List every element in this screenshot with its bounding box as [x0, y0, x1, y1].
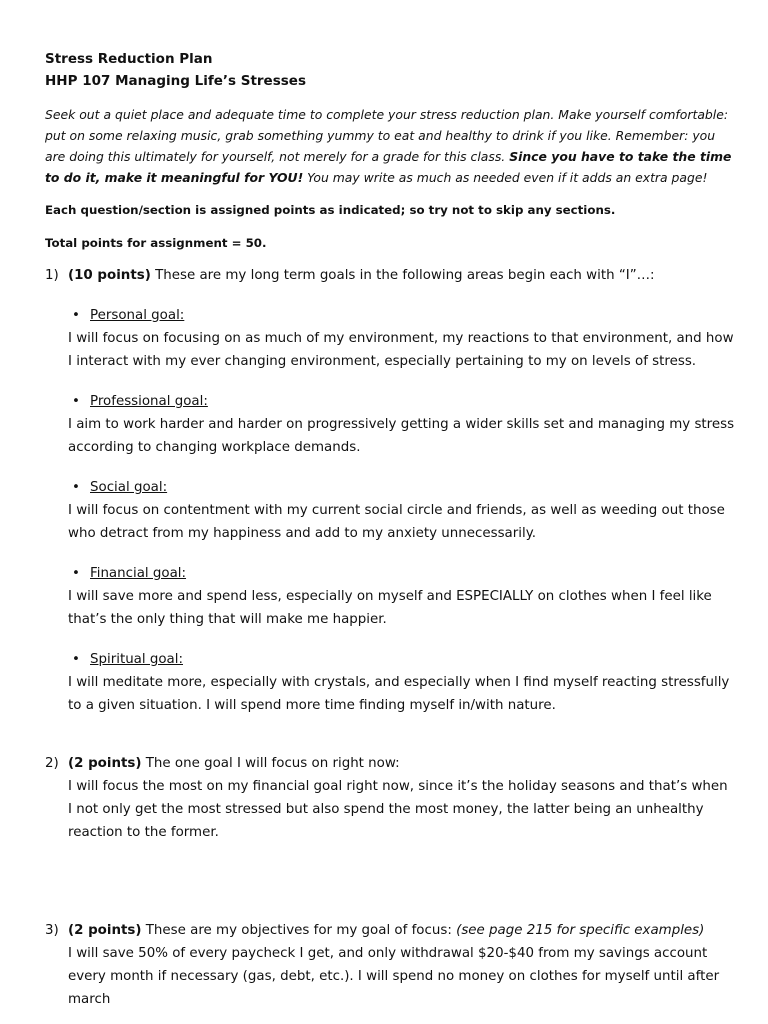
goal-answer: I will meditate more, especially with crystals, and especially when I find myself reacting stressfully to a given situation. I will spend more time finding myself in/with nature.	[68, 675, 730, 713]
question-prompt: These are my objectives for my goal of focus:	[141, 923, 457, 938]
goal-answer: I will focus on contentment with my current social circle and friends, as well as weeding out those who detract from my happiness and add to my anxiety unnecessarily.	[68, 503, 725, 541]
question-number: 3)	[45, 923, 59, 938]
question-answer: I will save 50% of every paycheck I get, and only withdrawal $20-$40 from my savings account every month if necessary (gas, debt, etc.). I will spend no money on clothes for myself until after march	[68, 946, 720, 1007]
total-points: Total points for assignment = 50.	[45, 236, 267, 250]
question-number: 1)	[45, 268, 59, 283]
goal-spiritual	[68, 648, 735, 717]
goal-answer: I aim to work harder and harder on progressively getting a wider skills set and managing my stress according to changing workplace demands.	[68, 417, 735, 455]
question-prompt: The one goal I will focus on right now:	[141, 756, 400, 771]
question-3	[45, 920, 735, 1011]
document-page	[45, 48, 735, 1011]
goal-label-text: Professional goal:	[90, 394, 208, 409]
goal-label	[68, 648, 735, 671]
goal-label-text: Personal goal:	[90, 308, 185, 323]
points-note: Each question/section is assigned points as indicated; so try not to skip any sections.	[45, 203, 616, 217]
intro-text-2: You may write as much as needed even if it adds an extra page!	[303, 170, 708, 185]
question-answer: I will focus the most on my financial goal right now, since it’s the holiday seasons and that’s when I not only get the most stressed but also spend the most money, the latter being an unhealthy reaction to the former.	[68, 779, 728, 840]
question-1	[45, 265, 735, 717]
intro-bold-text: Since you have to take the time to do it, make it meaningful for YOU!	[45, 149, 732, 185]
goal-label-text: Spiritual goal:	[90, 652, 183, 667]
goal-label	[68, 476, 735, 499]
question-points: (2 points)	[68, 923, 142, 938]
question-points: (2 points)	[68, 756, 142, 771]
question-2	[45, 753, 735, 844]
goal-answer: I will focus on focusing on as much of my environment, my reactions to that environment, and how I interact with my ever changing environment, especially pertaining to my on levels of stress.	[68, 331, 734, 369]
goal-financial	[68, 562, 735, 631]
goal-label-text: Social goal:	[90, 480, 168, 495]
page-reference: (see page 215 for specific examples)	[456, 923, 705, 938]
question-number: 2)	[45, 756, 59, 771]
goal-label-text: Financial goal:	[90, 566, 187, 581]
goal-social	[68, 476, 735, 545]
question-points: (10 points)	[68, 268, 151, 283]
question-prompt: These are my long term goals in the following areas begin each with “I”…:	[150, 268, 655, 283]
goal-label	[68, 304, 735, 327]
goal-label	[68, 562, 735, 585]
intro-text-1: Seek out a quiet place and adequate time to complete your stress reduction plan. Make yourself comfortable: put on some relaxing music, grab something yummy to eat and healthy to drink if you like. Remember: you are doing this ultimately for yourself, not merely for a grade for this class.	[45, 107, 729, 164]
goal-label	[68, 390, 735, 413]
course-title: HHP 107 Managing Life’s Stresses	[45, 73, 306, 89]
document-title: Stress Reduction Plan	[45, 51, 213, 67]
intro-paragraph	[45, 104, 735, 188]
goal-answer: I will save more and spend less, especially on myself and ESPECIALLY on clothes when I feel like that’s the only thing that will make me happier.	[68, 589, 712, 627]
goal-professional	[68, 390, 735, 459]
goal-personal	[68, 304, 735, 373]
